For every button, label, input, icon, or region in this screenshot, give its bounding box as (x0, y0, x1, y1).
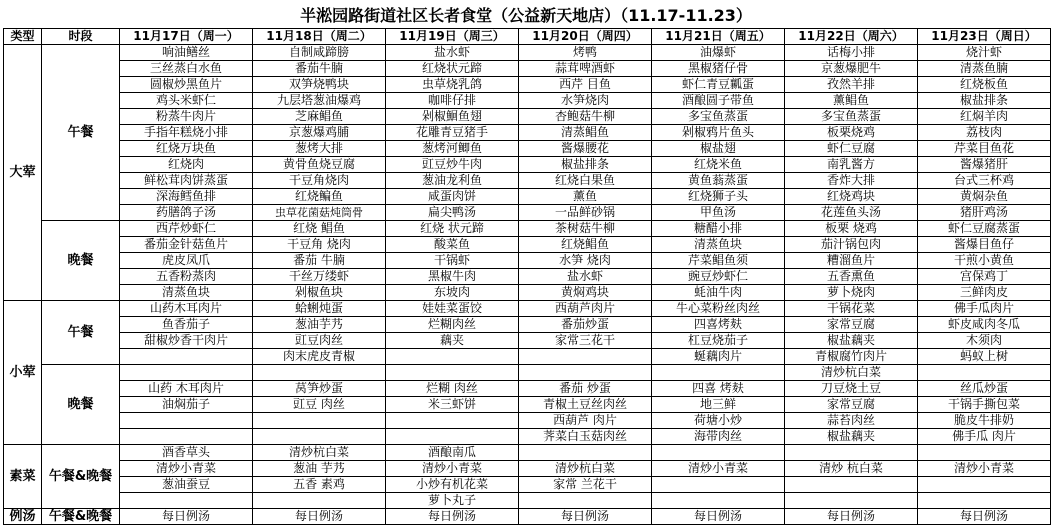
dish-cell: 清蒸鲳鱼 (519, 125, 652, 141)
dish-cell: 清炒杭白菜 (253, 445, 386, 461)
menu-row (4, 365, 1051, 381)
menu-row (4, 61, 1051, 77)
dish-cell: 青椒土豆丝肉丝 (519, 397, 652, 413)
dish-cell: 番茄炒蛋 (519, 317, 652, 333)
menu-row (4, 413, 1051, 429)
dish-cell: 虾仁青豆瓤蛋 (652, 77, 785, 93)
dish-cell (918, 493, 1051, 509)
meal-period-cell: 晚餐 (42, 365, 120, 445)
dish-cell: 深海鳕鱼排 (120, 189, 253, 205)
dish-cell: 红烧鲳鱼 (519, 237, 652, 253)
dish-cell: 薰鲳鱼 (785, 93, 918, 109)
dish-cell: 椒盐翅 (652, 141, 785, 157)
dish-cell: 孜然羊排 (785, 77, 918, 93)
dish-cell: 粉蒸牛肉片 (120, 109, 253, 125)
dish-cell: 芹菜目鱼花 (918, 141, 1051, 157)
dish-cell: 红烧鸡块 (785, 189, 918, 205)
dish-cell: 虫草烧乳鸽 (386, 77, 519, 93)
dish-cell (652, 477, 785, 493)
dish-cell: 番茄 炒蛋 (519, 381, 652, 397)
dish-cell: 娃娃菜蛋饺 (386, 301, 519, 317)
header-day-5: 11月21日（周五） (652, 29, 785, 45)
dish-cell: 豌豆炒虾仁 (652, 269, 785, 285)
dish-cell: 咸蛋肉饼 (386, 189, 519, 205)
dish-cell (120, 493, 253, 509)
menu-row (4, 301, 1051, 317)
meal-period-cell: 午餐&晚餐 (42, 445, 120, 509)
dish-cell: 九层塔葱油爆鸡 (253, 93, 386, 109)
dish-cell: 清炒杭白菜 (519, 461, 652, 477)
dish-cell: 剁椒鱼块 (253, 285, 386, 301)
dish-cell: 椒盐藕夹 (785, 333, 918, 349)
dish-cell: 佛手瓜肉片 (918, 301, 1051, 317)
menu-row (4, 477, 1051, 493)
dish-cell: 佛手瓜 肉片 (918, 429, 1051, 445)
dish-cell: 药膳鸽子汤 (120, 205, 253, 221)
dish-cell: 黑椒牛肉 (386, 269, 519, 285)
dish-cell: 每日例汤 (652, 509, 785, 525)
category-cell: 小荤 (4, 301, 42, 445)
dish-cell: 椒盐藕夹 (785, 429, 918, 445)
menu-row (4, 317, 1051, 333)
dish-cell: 葱烤河鲫鱼 (386, 141, 519, 157)
dish-cell: 黑椒猪仔骨 (652, 61, 785, 77)
menu-row (4, 93, 1051, 109)
dish-cell: 盐水虾 (519, 269, 652, 285)
dish-cell: 五香熏鱼 (785, 269, 918, 285)
dish-cell: 酒酿南瓜 (386, 445, 519, 461)
dish-cell (253, 365, 386, 381)
menu-row (4, 333, 1051, 349)
menu-row (4, 429, 1051, 445)
dish-cell (120, 365, 253, 381)
dish-cell: 花莲鱼头汤 (785, 205, 918, 221)
dish-cell: 清蒸鱼块 (652, 237, 785, 253)
header-day-7: 11月23日（周日） (918, 29, 1051, 45)
dish-cell: 鸡头米虾仁 (120, 93, 253, 109)
menu-row (4, 381, 1051, 397)
dish-cell: 西葫芦肉片 (519, 301, 652, 317)
dish-cell: 蒜茸啤酒虾 (519, 61, 652, 77)
menu-row (4, 509, 1051, 525)
dish-cell: 红烧万块鱼 (120, 141, 253, 157)
dish-cell: 南乳酱方 (785, 157, 918, 173)
meal-period-cell: 午餐 (42, 301, 120, 365)
menu-row (4, 221, 1051, 237)
dish-cell: 豇豆肉丝 (253, 333, 386, 349)
dish-cell: 咖啡仔排 (386, 93, 519, 109)
menu-row (4, 157, 1051, 173)
category-cell: 大荤 (4, 45, 42, 301)
dish-cell: 剁椒鮰鱼翅 (386, 109, 519, 125)
dish-cell (519, 349, 652, 365)
menu-row (4, 493, 1051, 509)
dish-cell (120, 429, 253, 445)
dish-cell: 板栗 烧鸡 (785, 221, 918, 237)
dish-cell: 烤鸭 (519, 45, 652, 61)
dish-cell: 烂糊 肉丝 (386, 381, 519, 397)
dish-cell: 响油鳝丝 (120, 45, 253, 61)
header-day-4: 11月20日（周四） (519, 29, 652, 45)
dish-cell: 每日例汤 (386, 509, 519, 525)
dish-cell (918, 445, 1051, 461)
page-title: 半淞园路街道社区长者食堂（公益新天地店）（11.17-11.23） (300, 5, 752, 25)
dish-cell: 杠豆烧茄子 (652, 333, 785, 349)
dish-cell: 椒盐排条 (918, 93, 1051, 109)
dish-cell: 小炒有机花菜 (386, 477, 519, 493)
dish-cell: 肉末虎皮青椒 (253, 349, 386, 365)
dish-cell: 西芹 目鱼 (519, 77, 652, 93)
dish-cell: 清炒小青菜 (120, 461, 253, 477)
dish-cell: 番茄金针菇鱼片 (120, 237, 253, 253)
dish-cell: 猪肝鸡汤 (918, 205, 1051, 221)
dish-cell: 酱爆猪肝 (918, 157, 1051, 173)
menu-row (4, 461, 1051, 477)
dish-cell: 每日例汤 (918, 509, 1051, 525)
dish-cell: 糖醋小排 (652, 221, 785, 237)
dish-cell: 芝麻鲳鱼 (253, 109, 386, 125)
dish-cell: 红烧鳊鱼 (253, 189, 386, 205)
dish-cell: 红焖羊肉 (918, 109, 1051, 125)
category-cell: 例汤 (4, 509, 42, 525)
dish-cell: 香炸大排 (785, 173, 918, 189)
dish-cell: 五香 素鸡 (253, 477, 386, 493)
dish-cell (253, 493, 386, 509)
dish-cell: 家常豆腐 (785, 397, 918, 413)
dish-cell: 台式三杯鸡 (918, 173, 1051, 189)
dish-cell: 蚂蚁上树 (918, 349, 1051, 365)
dish-cell: 木须肉 (918, 333, 1051, 349)
dish-cell: 花雕青豆猪手 (386, 125, 519, 141)
dish-cell: 茶树菇牛柳 (519, 221, 652, 237)
dish-cell: 清炒小青菜 (386, 461, 519, 477)
dish-cell: 黄焖鸡块 (519, 285, 652, 301)
dish-cell: 干丝万缕虾 (253, 269, 386, 285)
dish-cell: 每日例汤 (785, 509, 918, 525)
dish-cell: 三丝蒸白水鱼 (120, 61, 253, 77)
dish-cell: 番茄牛腩 (253, 61, 386, 77)
dish-cell: 干锅花菜 (785, 301, 918, 317)
meal-period-cell: 午餐&晚餐 (42, 509, 120, 525)
dish-cell: 红烧板鱼 (918, 77, 1051, 93)
dish-cell: 多宝鱼蒸蛋 (652, 109, 785, 125)
dish-cell: 干煎小黄鱼 (918, 253, 1051, 269)
dish-cell: 家常三花干 (519, 333, 652, 349)
dish-cell: 牛心菜粉丝肉丝 (652, 301, 785, 317)
dish-cell: 豇豆炒牛肉 (386, 157, 519, 173)
menu-row (4, 445, 1051, 461)
dish-cell: 清炒 杭白菜 (785, 461, 918, 477)
dish-cell (386, 349, 519, 365)
meal-period-cell: 午餐 (42, 45, 120, 221)
dish-cell (785, 477, 918, 493)
dish-cell: 清蒸鱼腩 (918, 61, 1051, 77)
dish-cell: 板栗烧鸡 (785, 125, 918, 141)
dish-cell: 扁尖鸭汤 (386, 205, 519, 221)
dish-cell: 干豆角烧肉 (253, 173, 386, 189)
dish-cell: 黄鱼蓊蒸蛋 (652, 173, 785, 189)
dish-cell: 山药木耳肉片 (120, 301, 253, 317)
dish-cell: 四喜 烤麸 (652, 381, 785, 397)
dish-cell: 葱油芋艿 (253, 317, 386, 333)
dish-cell (120, 413, 253, 429)
dish-cell: 红烧状元蹄 (386, 61, 519, 77)
dish-cell: 干锅手撕包菜 (918, 397, 1051, 413)
dish-cell: 圆椒炒黑鱼片 (120, 77, 253, 93)
dish-cell: 藕夹 (386, 333, 519, 349)
dish-cell: 葱烤大排 (253, 141, 386, 157)
header-day-2: 11月18日（周二） (253, 29, 386, 45)
dish-cell: 五香粉蒸肉 (120, 269, 253, 285)
header-row (4, 29, 1051, 45)
dish-cell (652, 445, 785, 461)
header-period: 时段 (42, 29, 120, 45)
menu-row (4, 173, 1051, 189)
dish-cell: 油爆虾 (652, 45, 785, 61)
dish-cell: 海带肉丝 (652, 429, 785, 445)
dish-cell: 地三鲜 (652, 397, 785, 413)
dish-cell: 清蒸鱼块 (120, 285, 253, 301)
dish-cell: 清炒小青菜 (652, 461, 785, 477)
dish-cell: 虾仁豆腐蒸蛋 (918, 221, 1051, 237)
dish-cell: 糟溜鱼片 (785, 253, 918, 269)
dish-cell: 红烧米鱼 (652, 157, 785, 173)
dish-cell: 番茄 牛腩 (253, 253, 386, 269)
dish-cell: 红烧 鲳鱼 (253, 221, 386, 237)
dish-cell: 黄焖杂鱼 (918, 189, 1051, 205)
dish-cell (519, 493, 652, 509)
dish-cell: 红烧肉 (120, 157, 253, 173)
dish-cell: 京葱爆肥牛 (785, 61, 918, 77)
menu-table (3, 28, 1051, 525)
header-type: 类型 (4, 29, 42, 45)
dish-cell: 甜椒炒香干肉片 (120, 333, 253, 349)
dish-cell: 西芹炒虾仁 (120, 221, 253, 237)
menu-row (4, 45, 1051, 61)
dish-cell: 豇豆 肉丝 (253, 397, 386, 413)
dish-cell: 茄汁锅包肉 (785, 237, 918, 253)
dish-cell: 虾仁豆腐 (785, 141, 918, 157)
dish-cell: 三鲜肉皮 (918, 285, 1051, 301)
dish-cell: 荔枝肉 (918, 125, 1051, 141)
dish-cell (519, 445, 652, 461)
dish-cell (918, 477, 1051, 493)
dish-cell (785, 493, 918, 509)
dish-cell: 椒盐排条 (519, 157, 652, 173)
dish-cell: 烧汁虾 (918, 45, 1051, 61)
dish-cell (386, 413, 519, 429)
dish-cell: 东坡肉 (386, 285, 519, 301)
header-day-3: 11月19日（周三） (386, 29, 519, 45)
dish-cell: 丝瓜炒蛋 (918, 381, 1051, 397)
dish-cell: 虾皮咸肉冬瓜 (918, 317, 1051, 333)
dish-cell: 蛤蜊炖蛋 (253, 301, 386, 317)
menu-row (4, 189, 1051, 205)
dish-cell: 甲鱼汤 (652, 205, 785, 221)
dish-cell: 蜒藕肉片 (652, 349, 785, 365)
menu-row (4, 285, 1051, 301)
dish-cell: 四喜烤麸 (652, 317, 785, 333)
dish-cell: 葱油 芋艿 (253, 461, 386, 477)
menu-row (4, 77, 1051, 93)
dish-cell: 黄骨鱼烧豆腐 (253, 157, 386, 173)
dish-cell: 红烧 状元蹄 (386, 221, 519, 237)
dish-cell (652, 365, 785, 381)
dish-cell: 烂糊肉丝 (386, 317, 519, 333)
dish-cell: 家常 兰花干 (519, 477, 652, 493)
dish-cell: 自制咸蹄膀 (253, 45, 386, 61)
dish-cell: 酸菜鱼 (386, 237, 519, 253)
dish-cell: 盐水虾 (386, 45, 519, 61)
dish-cell (652, 493, 785, 509)
dish-cell: 水笋 烧肉 (519, 253, 652, 269)
dish-cell (120, 349, 253, 365)
dish-cell: 酱爆目鱼仔 (918, 237, 1051, 253)
dish-cell: 鲜松茸肉饼蒸蛋 (120, 173, 253, 189)
dish-cell: 剁椒鸦片鱼头 (652, 125, 785, 141)
dish-cell: 干豆角 烧肉 (253, 237, 386, 253)
dish-cell: 蒜苔肉丝 (785, 413, 918, 429)
dish-cell: 家常豆腐 (785, 317, 918, 333)
dish-cell: 清炒小青菜 (918, 461, 1051, 477)
menu-row (4, 109, 1051, 125)
dish-cell: 酱爆腰花 (519, 141, 652, 157)
dish-cell (253, 429, 386, 445)
dish-cell: 青椒腐竹肉片 (785, 349, 918, 365)
dish-cell: 刀豆烧土豆 (785, 381, 918, 397)
dish-cell (386, 429, 519, 445)
dish-cell: 葱油龙利鱼 (386, 173, 519, 189)
header-day-1: 11月17日（周一） (120, 29, 253, 45)
dish-cell: 油焖茄子 (120, 397, 253, 413)
dish-cell: 米三虾饼 (386, 397, 519, 413)
dish-cell: 酒酿圆子带鱼 (652, 93, 785, 109)
dish-cell: 西葫芦 肉片 (519, 413, 652, 429)
menu-row (4, 397, 1051, 413)
menu-row (4, 205, 1051, 221)
dish-cell: 京葱爆鸡脯 (253, 125, 386, 141)
dish-cell: 干锅虾 (386, 253, 519, 269)
menu-row (4, 269, 1051, 285)
dish-cell: 红烧狮子头 (652, 189, 785, 205)
dish-cell: 莴笋炒蛋 (253, 381, 386, 397)
header-day-6: 11月22日（周六） (785, 29, 918, 45)
dish-cell: 每日例汤 (120, 509, 253, 525)
dish-cell: 鱼香茄子 (120, 317, 253, 333)
dish-cell: 虎皮凤爪 (120, 253, 253, 269)
dish-cell: 薰鱼 (519, 189, 652, 205)
menu-row (4, 237, 1051, 253)
category-cell: 素菜 (4, 445, 42, 509)
dish-cell (519, 365, 652, 381)
meal-period-cell: 晚餐 (42, 221, 120, 301)
menu-row (4, 141, 1051, 157)
dish-cell: 双笋烧鸭块 (253, 77, 386, 93)
dish-cell (785, 445, 918, 461)
dish-cell (253, 413, 386, 429)
dish-cell: 荷塘小炒 (652, 413, 785, 429)
dish-cell: 每日例汤 (253, 509, 386, 525)
dish-cell (386, 365, 519, 381)
dish-cell: 手指年糕烧小排 (120, 125, 253, 141)
dish-cell: 蚝油牛肉 (652, 285, 785, 301)
dish-cell: 一品鲜砂锅 (519, 205, 652, 221)
dish-cell: 荠菜白玉菇肉丝 (519, 429, 652, 445)
dish-cell: 每日例汤 (519, 509, 652, 525)
dish-cell: 杏鲍菇牛柳 (519, 109, 652, 125)
dish-cell: 清炒杭白菜 (785, 365, 918, 381)
dish-cell: 芹菜鲳鱼须 (652, 253, 785, 269)
dish-cell: 山药 木耳肉片 (120, 381, 253, 397)
menu-row (4, 125, 1051, 141)
menu-row (4, 349, 1051, 365)
dish-cell: 话梅小排 (785, 45, 918, 61)
dish-cell: 萝卜烧肉 (785, 285, 918, 301)
dish-cell: 水笋烧肉 (519, 93, 652, 109)
dish-cell: 宫保鸡丁 (918, 269, 1051, 285)
menu-row (4, 253, 1051, 269)
dish-cell: 萝卜丸子 (386, 493, 519, 509)
dish-cell: 虫草花菌菇炖筒骨 (253, 205, 386, 221)
dish-cell: 红烧白果鱼 (519, 173, 652, 189)
dish-cell: 脆皮牛排奶 (918, 413, 1051, 429)
dish-cell: 酒香草头 (120, 445, 253, 461)
dish-cell: 多宝鱼蒸蛋 (785, 109, 918, 125)
dish-cell (918, 365, 1051, 381)
dish-cell: 葱油蚕豆 (120, 477, 253, 493)
